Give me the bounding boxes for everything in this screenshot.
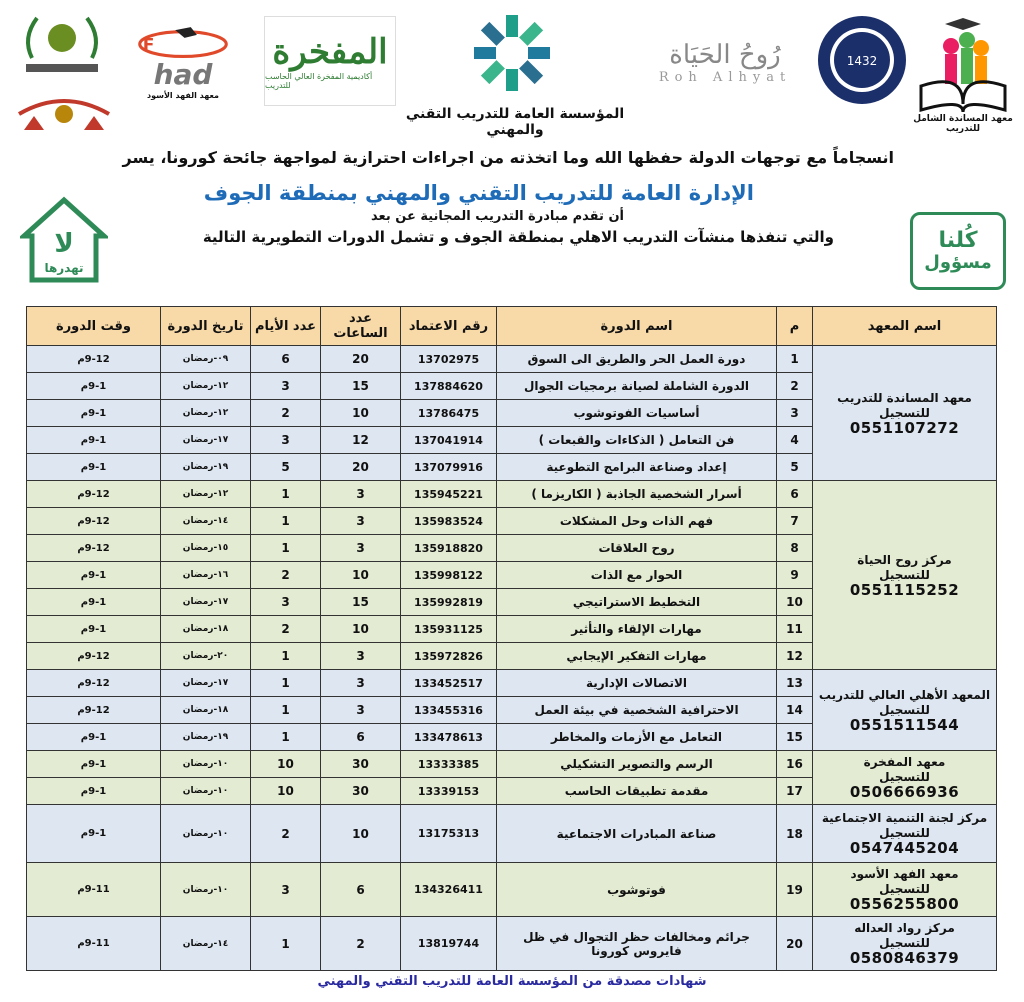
course-time: 9-12م — [27, 697, 161, 724]
institute-name: معهد المساندة للتدريب — [837, 390, 972, 405]
register-label: للتسجيل — [879, 405, 930, 420]
institute-name: المعهد الأهلي العالي للتدريب — [818, 687, 991, 702]
row-number: 4 — [777, 427, 813, 454]
institute-phone[interactable]: 0551511544 — [849, 715, 960, 734]
courses-body — [27, 346, 997, 971]
course-date: ١٩-رمضان — [161, 724, 251, 751]
course-time: 9-1م — [27, 589, 161, 616]
header-course: اسم الدورة — [497, 307, 777, 346]
register-label: للتسجيل — [879, 702, 930, 717]
course-date: ١٨-رمضان — [161, 616, 251, 643]
accreditation-code: 13819744 — [401, 917, 497, 971]
days-count: 2 — [251, 616, 321, 643]
days-count: 1 — [251, 697, 321, 724]
roh-english: Roh Alhyat — [658, 69, 792, 85]
institute-cell — [813, 917, 997, 971]
course-name: التخطيط الاستراتيجي — [497, 589, 777, 616]
header-num: م — [777, 307, 813, 346]
row-number: 17 — [777, 778, 813, 805]
course-date: ١٧-رمضان — [161, 670, 251, 697]
accreditation-code: 133452517 — [401, 670, 497, 697]
institute-cell — [813, 346, 997, 481]
course-time: 9-1م — [27, 373, 161, 400]
courses-table — [26, 306, 997, 971]
intro-line-4: والتي تنفذها منشآت التدريب الاهلي بمنطقة الجوف و تشمل الدورات التطويرية التالية — [202, 228, 834, 246]
svg-text:F: F — [142, 35, 155, 56]
intro-title: الإدارة العامة للتدريب التقني والمهني بمنطقة الجوف — [203, 181, 754, 205]
row-number: 6 — [777, 481, 813, 508]
table-row — [27, 863, 997, 917]
days-count: 3 — [251, 863, 321, 917]
register-label: للتسجيل — [879, 770, 930, 784]
institute-name: مركز روح الحياة — [857, 552, 952, 567]
table-row — [27, 917, 997, 971]
accreditation-code: 13333385 — [401, 751, 497, 778]
hours-count: 6 — [321, 863, 401, 917]
seal-year: 1432 — [846, 54, 878, 68]
accreditation-code: 13175313 — [401, 805, 497, 863]
institute-phone[interactable]: 0580846379 — [849, 949, 960, 967]
days-count: 3 — [251, 427, 321, 454]
seal-logo — [816, 14, 908, 106]
course-name: مهارات التفكير الإيجابي — [497, 643, 777, 670]
institute-phone[interactable]: 0551107272 — [849, 418, 960, 437]
course-name: فوتوشوب — [497, 863, 777, 917]
row-number: 19 — [777, 863, 813, 917]
hours-count: 3 — [321, 535, 401, 562]
hours-count: 10 — [321, 562, 401, 589]
row-number: 2 — [777, 373, 813, 400]
days-count: 1 — [251, 670, 321, 697]
row-number: 1 — [777, 346, 813, 373]
days-count: 1 — [251, 535, 321, 562]
header-date: تاريخ الدورة — [161, 307, 251, 346]
row-number: 13 — [777, 670, 813, 697]
hours-count: 15 — [321, 589, 401, 616]
la-tahdurha-badge — [20, 196, 108, 284]
intro-line-3: أن تقدم مبادرة التدريب المجانية عن بعد — [370, 209, 624, 224]
accreditation-code: 135931125 — [401, 616, 497, 643]
days-count: 10 — [251, 778, 321, 805]
course-time: 9-1م — [27, 454, 161, 481]
course-date: ١٦-رمضان — [161, 562, 251, 589]
course-name: إعداد وصناعة البرامج التطوعية — [497, 454, 777, 481]
course-time: 9-1م — [27, 427, 161, 454]
la-sub: تهدرها — [44, 261, 84, 275]
course-time: 9-12م — [27, 508, 161, 535]
muffaraa-logo — [264, 16, 396, 106]
course-date: ١٢-رمضان — [161, 481, 251, 508]
days-count: 1 — [251, 508, 321, 535]
roh-arabic: رُوحُ الحَيَاة — [669, 39, 781, 70]
institute-name: مركز لجنة التنمية الاجتماعية — [821, 811, 988, 825]
days-count: 2 — [251, 400, 321, 427]
fahad-sub-text: معهد الفهد الأسود — [146, 91, 220, 100]
course-time: 9-1م — [27, 805, 161, 863]
graduates-book-icon — [915, 14, 1011, 114]
institute-cell — [813, 751, 997, 805]
accreditation-code: 134326411 — [401, 863, 497, 917]
institute-cell — [813, 805, 997, 863]
course-time: 9-12م — [27, 481, 161, 508]
accreditation-code: 13786475 — [401, 400, 497, 427]
institute-phone[interactable]: 0556255800 — [849, 895, 960, 913]
accreditation-code: 135983524 — [401, 508, 497, 535]
institute-name: معهد الفهد الأسود — [850, 867, 959, 881]
hours-count: 10 — [321, 616, 401, 643]
course-name: أسرار الشخصية الجاذبة ( الكاريزما ) — [497, 481, 777, 508]
register-label: للتسجيل — [879, 567, 930, 582]
musanada-caption: معهد المساندة الشامل للتدريب — [913, 114, 1013, 134]
table-row — [27, 670, 997, 697]
hours-count: 30 — [321, 751, 401, 778]
days-count: 2 — [251, 562, 321, 589]
hours-count: 12 — [321, 427, 401, 454]
hours-count: 3 — [321, 670, 401, 697]
table-header-row — [27, 307, 997, 346]
table-row — [27, 346, 997, 373]
footer-note: شهادات مصدقة من المؤسسة العامة للتدريب التقني والمهني — [317, 974, 707, 989]
row-number: 12 — [777, 643, 813, 670]
days-count: 6 — [251, 346, 321, 373]
course-name: التعامل مع الأزمات والمخاطر — [497, 724, 777, 751]
course-time: 9-1م — [27, 400, 161, 427]
course-time: 9-1م — [27, 751, 161, 778]
course-date: ١٧-رمضان — [161, 427, 251, 454]
hours-count: 10 — [321, 805, 401, 863]
row-number: 14 — [777, 697, 813, 724]
kulna-line-2: مسؤول — [924, 252, 992, 273]
wreath-icon — [12, 8, 112, 78]
course-date: ١٨-رمضان — [161, 697, 251, 724]
header-time: وقت الدورة — [27, 307, 161, 346]
course-name: فن التعامل ( الذكاءات والقبعات ) — [497, 427, 777, 454]
course-time: 9-1م — [27, 778, 161, 805]
course-time: 9-1م — [27, 562, 161, 589]
course-date: ١٠-رمضان — [161, 778, 251, 805]
course-date: ١٠-رمضان — [161, 863, 251, 917]
seal-icon — [816, 14, 908, 106]
course-name: فهم الذات وحل المشكلات — [497, 508, 777, 535]
row-number: 7 — [777, 508, 813, 535]
header-institute: اسم المعهد — [813, 307, 997, 346]
days-count: 2 — [251, 805, 321, 863]
days-count: 1 — [251, 643, 321, 670]
kulna-masool-badge — [910, 212, 1006, 290]
course-name: الرسم والتصوير التشكيلي — [497, 751, 777, 778]
institute-cell — [813, 670, 997, 751]
accreditation-code: 137079916 — [401, 454, 497, 481]
table-row — [27, 481, 997, 508]
days-count: 1 — [251, 724, 321, 751]
accreditation-code: 133455316 — [401, 697, 497, 724]
wreath-logo — [12, 8, 112, 78]
la-word: لا — [54, 229, 74, 259]
accreditation-code: 137041914 — [401, 427, 497, 454]
course-time: 9-1م — [27, 616, 161, 643]
fahad-logo — [118, 24, 248, 100]
hours-count: 30 — [321, 778, 401, 805]
course-date: ١٩-رمضان — [161, 454, 251, 481]
tvtc-caption: المؤسسة العامة للتدريب التقني والمهني — [405, 106, 625, 138]
course-time: 9-11م — [27, 917, 161, 971]
hours-count: 3 — [321, 697, 401, 724]
hours-count: 20 — [321, 454, 401, 481]
hours-count: 15 — [321, 373, 401, 400]
course-name: مقدمة تطبيقات الحاسب — [497, 778, 777, 805]
days-count: 1 — [251, 481, 321, 508]
course-time: 9-1م — [27, 724, 161, 751]
institute-cell — [813, 481, 997, 670]
horse-icon — [123, 24, 243, 58]
header-days: عدد الأيام — [251, 307, 321, 346]
course-time: 9-12م — [27, 643, 161, 670]
tvtc-star-icon — [469, 10, 555, 96]
hours-count: 6 — [321, 724, 401, 751]
intro — [0, 148, 1024, 246]
course-date: ١٤-رمضان — [161, 508, 251, 535]
musanada-logo — [908, 8, 1018, 140]
hours-count: 3 — [321, 643, 401, 670]
course-time: 9-12م — [27, 535, 161, 562]
house-icon — [20, 196, 108, 284]
row-number: 5 — [777, 454, 813, 481]
table-row — [27, 751, 997, 778]
muffaraa-subtitle: أكاديمية المفخرة العالي الحاسب للتدريب — [265, 72, 373, 90]
header-code: رقم الاعتماد — [401, 307, 497, 346]
course-name: صناعة المبادرات الاجتماعية — [497, 805, 777, 863]
institute-name: مركز رواد العداله — [854, 921, 955, 935]
scales-logo — [14, 92, 114, 138]
register-label: للتسجيل — [879, 882, 930, 896]
course-date: ١٢-رمضان — [161, 373, 251, 400]
row-number: 11 — [777, 616, 813, 643]
course-name: دورة العمل الحر والطريق الى السوق — [497, 346, 777, 373]
register-label: للتسجيل — [879, 936, 930, 950]
header-hours: عدد الساعات — [321, 307, 401, 346]
accreditation-code: 13702975 — [401, 346, 497, 373]
days-count: 5 — [251, 454, 321, 481]
course-date: ١٠-رمضان — [161, 751, 251, 778]
course-name: أساسيات الفوتوشوب — [497, 400, 777, 427]
intro-line-1: انسجاماً مع توجهات الدولة حفظها الله وما اتخذته من اجراءات احترازية لمواجهة جائحة كورونا، يسر — [122, 148, 894, 167]
hours-count: 20 — [321, 346, 401, 373]
accreditation-code: 135992819 — [401, 589, 497, 616]
hours-count: 3 — [321, 508, 401, 535]
accreditation-code: 135998122 — [401, 562, 497, 589]
course-name: الاتصالات الإدارية — [497, 670, 777, 697]
muffaraa-title: المفخرة — [272, 32, 388, 72]
course-name: الدورة الشاملة لصيانة برمجيات الجوال — [497, 373, 777, 400]
days-count: 3 — [251, 589, 321, 616]
course-name: جرائم ومخالفات حظر التجوال في ظل فايروس كورونا — [497, 917, 777, 971]
course-name: الاحترافية الشخصية في بيئة العمل — [497, 697, 777, 724]
institute-phone[interactable]: 0547445204 — [849, 839, 960, 857]
course-name: الحوار مع الذات — [497, 562, 777, 589]
accreditation-code: 13339153 — [401, 778, 497, 805]
hours-count: 3 — [321, 481, 401, 508]
course-date: ١٧-رمضان — [161, 589, 251, 616]
institute-phone[interactable]: 0506666936 — [849, 783, 960, 801]
course-date: ١٥-رمضان — [161, 535, 251, 562]
accreditation-code: 135972826 — [401, 643, 497, 670]
accreditation-code: 135918820 — [401, 535, 497, 562]
row-number: 15 — [777, 724, 813, 751]
course-date: ٢٠-رمضان — [161, 643, 251, 670]
course-date: ١٠-رمضان — [161, 805, 251, 863]
course-date: ١٢-رمضان — [161, 400, 251, 427]
course-name: روح العلاقات — [497, 535, 777, 562]
days-count: 1 — [251, 917, 321, 971]
logo-strip — [0, 0, 1024, 140]
accreditation-code: 137884620 — [401, 373, 497, 400]
fahad-brand-text: had — [153, 58, 213, 91]
course-name: مهارات الإلقاء والتأثير — [497, 616, 777, 643]
kulna-line-1: كُلنا — [938, 228, 978, 253]
hours-count: 2 — [321, 917, 401, 971]
course-date: ١٤-رمضان — [161, 917, 251, 971]
accreditation-code: 133478613 — [401, 724, 497, 751]
register-label: للتسجيل — [879, 826, 930, 840]
roh-logo — [640, 22, 810, 102]
institute-phone[interactable]: 0551115252 — [849, 580, 960, 599]
tvtc-logo — [462, 10, 562, 96]
row-number: 20 — [777, 917, 813, 971]
scales-icon — [14, 92, 114, 138]
institute-cell — [813, 863, 997, 917]
row-number: 3 — [777, 400, 813, 427]
hours-count: 10 — [321, 400, 401, 427]
table-row — [27, 805, 997, 863]
course-time: 9-12م — [27, 670, 161, 697]
institute-name: معهد المفخرة — [863, 755, 946, 769]
row-number: 18 — [777, 805, 813, 863]
course-time: 9-12م — [27, 346, 161, 373]
days-count: 3 — [251, 373, 321, 400]
row-number: 8 — [777, 535, 813, 562]
accreditation-code: 135945221 — [401, 481, 497, 508]
course-date: ٠٩-رمضان — [161, 346, 251, 373]
row-number: 10 — [777, 589, 813, 616]
row-number: 16 — [777, 751, 813, 778]
course-time: 9-11م — [27, 863, 161, 917]
row-number: 9 — [777, 562, 813, 589]
days-count: 10 — [251, 751, 321, 778]
